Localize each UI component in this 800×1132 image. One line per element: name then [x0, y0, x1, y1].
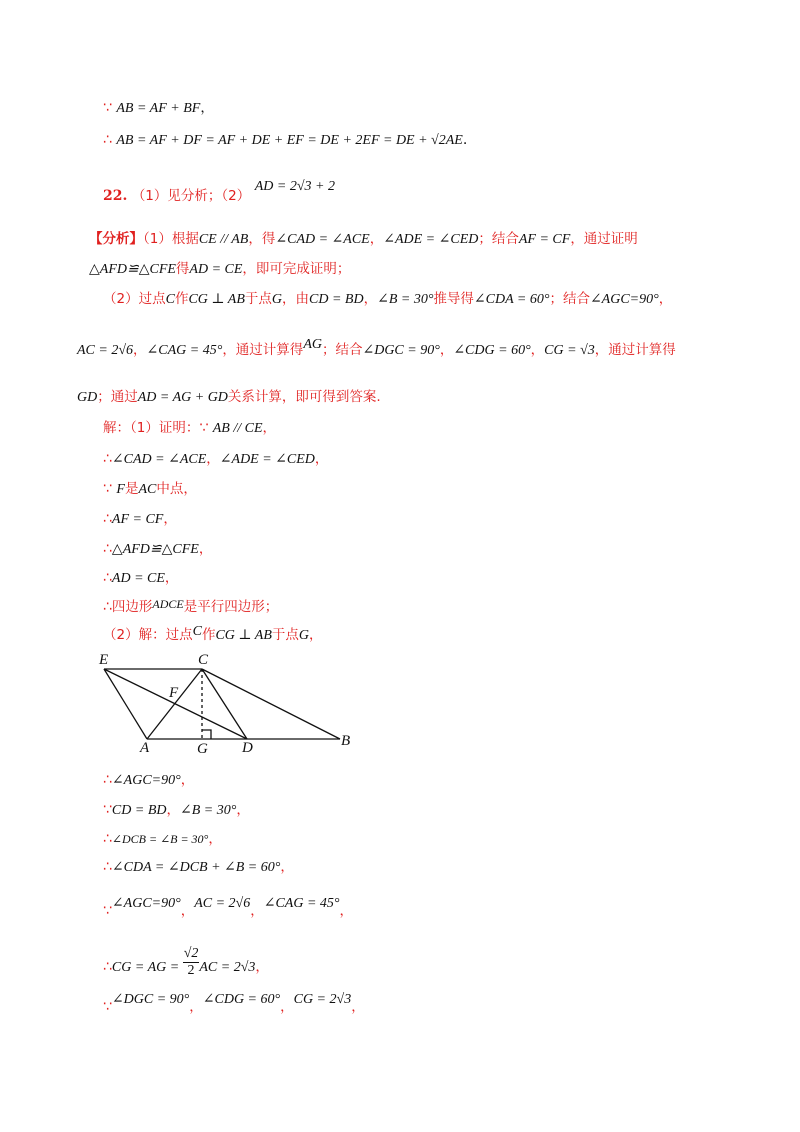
- math-expr: ∠B = 30°: [179, 803, 237, 818]
- text: 作: [201, 627, 216, 643]
- math-expr: AD = AG + GD: [137, 390, 228, 405]
- math-expr: △AFD≌△CFE: [89, 262, 176, 277]
- text: ，得: [248, 231, 276, 247]
- text: ，: [198, 541, 213, 557]
- text: ，: [314, 451, 329, 467]
- math-expr: CG ⊥ AB: [188, 292, 245, 307]
- text: ，: [236, 802, 250, 818]
- text: 作: [174, 291, 189, 307]
- math-expr: AB = AF + BF: [116, 101, 201, 116]
- solution-line-2: [103, 449, 328, 470]
- right-angle-mark: [202, 730, 211, 739]
- text: ，: [180, 772, 195, 788]
- math-expr: CD = BD: [111, 803, 167, 818]
- analysis-line-2: [89, 259, 350, 280]
- text: 于点: [244, 291, 272, 307]
- fraction: [183, 946, 200, 979]
- therefore-symbol: ∴: [103, 772, 112, 788]
- math-expr: CE // AB: [198, 232, 249, 247]
- math-expr: AD = CE: [111, 571, 165, 586]
- because-symbol: ∵: [103, 903, 112, 919]
- math-expr: AD = CE: [189, 262, 243, 277]
- math-expr: AF = CF: [518, 232, 571, 247]
- math-expr: ∠CDA = 60°: [473, 292, 550, 307]
- math-expr: ∠AGC=90°: [111, 896, 181, 911]
- text: ，通过计算得: [222, 342, 304, 358]
- text: ，: [208, 831, 222, 847]
- therefore-symbol: ∴: [103, 570, 112, 586]
- text: ，: [255, 958, 269, 975]
- math-expr: CG = 2√3: [293, 992, 352, 1007]
- math-expr: AB = AF + DF = AF + DE + EF = DE + 2EF = DE + √2AE: [116, 133, 463, 148]
- text: ，: [164, 570, 179, 586]
- text: ，即可完成证明；: [242, 261, 351, 277]
- text: 于点: [271, 627, 299, 643]
- because-symbol: ∵: [103, 100, 112, 116]
- analysis-line-4: [77, 337, 676, 361]
- solution-line-7: [103, 597, 278, 617]
- solution-line-11: [103, 829, 222, 849]
- text: 得: [175, 261, 190, 277]
- text: 中点，: [156, 481, 197, 497]
- text: ，: [369, 231, 384, 247]
- segment-CB: [202, 669, 340, 739]
- answer-22-line: [103, 179, 335, 207]
- solution-line-8: [103, 625, 323, 646]
- solution-line-9: [103, 770, 194, 791]
- analysis-line-3: [103, 289, 672, 310]
- math-expr: ∠CAG = 45°: [146, 343, 223, 358]
- analysis-line-1: [89, 229, 638, 250]
- solution-line-13: [103, 893, 354, 919]
- math-expr: AB // CE: [212, 421, 263, 436]
- fraction-denominator: 2: [187, 963, 195, 978]
- fraction-numerator: √2: [183, 946, 199, 961]
- text: ，: [309, 627, 323, 643]
- punct: .: [462, 132, 468, 148]
- text: 是: [124, 481, 139, 497]
- label-D: D: [242, 740, 253, 756]
- text: ，通过证明: [570, 231, 638, 247]
- math-expr: AF = CF: [111, 512, 164, 527]
- therefore-symbol: ∴: [103, 958, 112, 975]
- solution-line-6: [103, 568, 178, 589]
- because-symbol: ∵: [103, 481, 112, 497]
- therefore-symbol: ∴: [103, 511, 112, 527]
- analysis-line-5: [77, 387, 381, 408]
- label-C: C: [198, 652, 209, 668]
- analysis-tag: 【分析】: [89, 231, 143, 247]
- text: 关系计算，即可得到答案.: [227, 389, 381, 405]
- math-expr: ∠CDG = 60°: [453, 343, 531, 358]
- math-expr: AC: [138, 482, 157, 497]
- solution-line-5: [103, 539, 212, 560]
- therefore-symbol: ∴: [103, 859, 112, 875]
- proof-line-2: [103, 130, 467, 151]
- therefore-symbol: ∴: [103, 831, 112, 847]
- text: ，: [658, 291, 673, 307]
- math-expr: ∠AGC=90°: [589, 292, 659, 307]
- text: 推导得: [433, 291, 474, 307]
- label-G: G: [197, 741, 208, 756]
- text: 解：（1）证明：: [103, 420, 200, 436]
- text: ，: [530, 342, 545, 358]
- math-expr: ∠CDA = ∠DCB + ∠B = 60°: [111, 860, 281, 875]
- text: ，通过计算得: [594, 342, 676, 358]
- math-expr: ∠B = 30°: [377, 292, 434, 307]
- math-expr: ∠CAD = ∠ACE: [275, 232, 370, 247]
- text: ，: [180, 903, 195, 919]
- math-expr: CG ⊥ AB: [215, 628, 272, 643]
- text: ；结合: [321, 342, 363, 358]
- punct: ，: [200, 100, 214, 116]
- text: ，: [206, 451, 220, 467]
- label-A: A: [140, 740, 150, 756]
- math-expr: AD = 2√3 + 2: [254, 179, 335, 194]
- text: ，: [166, 802, 180, 818]
- math-expr: ∠CAG = 45°: [263, 896, 340, 911]
- label-B: B: [341, 733, 351, 749]
- therefore-symbol: ∴: [103, 541, 112, 557]
- solution-line-1: [103, 418, 276, 439]
- text: （2）解：过点: [103, 627, 193, 643]
- label-F: F: [169, 685, 179, 701]
- math-expr: △AFD≌△CFE: [111, 542, 199, 557]
- text: ，: [351, 999, 365, 1015]
- because-symbol: ∵: [199, 420, 209, 436]
- question-number: 22.: [103, 188, 128, 204]
- text: ，: [339, 903, 354, 919]
- math-expr: ∠CDG = 60°: [202, 992, 281, 1007]
- text: ，: [363, 291, 378, 307]
- therefore-symbol: ∴: [103, 132, 112, 148]
- solution-line-12: [103, 857, 294, 878]
- text: ，由: [282, 291, 310, 307]
- math-expr: C: [192, 624, 202, 639]
- math-expr: GD: [77, 390, 98, 405]
- math-expr: AC = 2√3: [199, 959, 256, 975]
- math-expr: CG = √3: [544, 343, 595, 358]
- math-expr: G: [298, 628, 310, 643]
- therefore-symbol: ∴: [103, 599, 112, 615]
- text: ；结合: [549, 291, 590, 307]
- solution-line-10: [103, 800, 250, 821]
- math-expr: AC = 2√6: [194, 896, 251, 911]
- math-expr: ∠ADE = ∠CED: [219, 452, 315, 467]
- text: （1）根据: [143, 231, 199, 247]
- therefore-symbol: ∴: [103, 451, 112, 467]
- math-expr: C: [165, 292, 175, 307]
- math-expr: ∠DGC = 90°: [362, 343, 440, 358]
- math-expr: F: [116, 482, 125, 497]
- solution-line-3: [103, 479, 197, 500]
- text: ，: [189, 999, 203, 1015]
- math-expr: ∠CAD = ∠ACE: [111, 452, 207, 467]
- math-expr: AG: [303, 337, 322, 352]
- math-expr: G: [271, 292, 283, 307]
- text: ，: [163, 511, 177, 527]
- because-symbol: ∵: [103, 999, 112, 1015]
- proof-line-1: [103, 98, 214, 119]
- text: ，: [262, 420, 276, 436]
- text: 四边形: [111, 599, 153, 615]
- solution-line-14: [103, 944, 269, 980]
- text: 是平行四边形；: [183, 599, 279, 615]
- math-expr: CG = AG =: [111, 959, 183, 975]
- math-expr: ∠DGC = 90°: [111, 992, 190, 1007]
- text: ；通过: [97, 389, 138, 405]
- math-expr: CD = BD: [309, 292, 364, 307]
- math-expr: AC = 2√6: [77, 343, 134, 358]
- math-expr: ∠AGC=90°: [111, 773, 181, 788]
- math-expr: ∠ADE = ∠CED: [383, 232, 479, 247]
- math-expr: ADCE: [152, 597, 184, 611]
- text: （2）过点: [103, 291, 166, 307]
- text: ；结合: [478, 231, 519, 247]
- text: ，: [280, 999, 294, 1015]
- label-E: E: [99, 652, 109, 668]
- text: ，: [439, 342, 454, 358]
- solution-line-4: [103, 509, 177, 530]
- answer-text: （1）见分析；（2）: [131, 188, 251, 204]
- text: ，: [250, 903, 264, 919]
- because-symbol: ∵: [103, 802, 112, 818]
- solution-line-15: [103, 989, 365, 1015]
- math-expr: ∠DCB = ∠B = 30°: [111, 832, 209, 846]
- text: ，: [280, 859, 294, 875]
- geometry-figure: [95, 648, 365, 756]
- text: ，: [133, 342, 147, 358]
